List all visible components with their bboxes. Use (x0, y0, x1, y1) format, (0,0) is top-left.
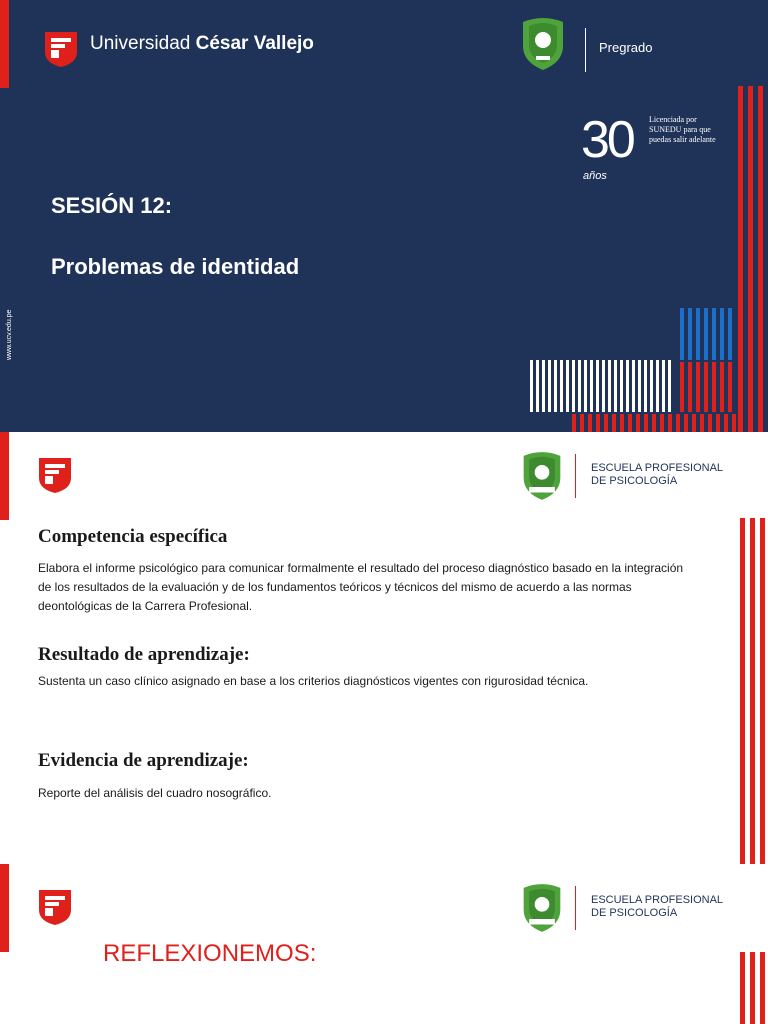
session-number: SESIÓN 12: (51, 193, 173, 218)
anniversary-word: años (583, 170, 607, 182)
anniversary-number: 30 (581, 111, 633, 169)
resultado-title: Resultado de aprendizaje: (38, 644, 250, 665)
session-topic: Problemas de identidad (51, 254, 300, 279)
university-name: Universidad César Vallejo (90, 33, 314, 54)
website-url: www.ucv.edu.pe (6, 309, 13, 360)
decorative-stripes (0, 0, 768, 432)
title-slide (0, 0, 768, 432)
competencies-slide (0, 432, 768, 864)
school-name: ESCUELA PROFESIONAL DE PSICOLOGÍA (591, 462, 724, 487)
competencia-title: Competencia específica (38, 526, 228, 547)
reflection-slide (0, 864, 768, 1024)
program-level: Pregrado (599, 40, 653, 55)
competencia-text: Elabora el informe psicológico para comunicar formalmente el resultado del proceso diagnóstico basado en la integración de los resultados de la evaluación y de los fundamentos teóricos y técnicos del mismo de acuerdo a las normas deontológicas de la Carrera Profesional. (38, 561, 684, 613)
school-name: ESCUELA PROFESIONAL DE PSICOLOGÍA (591, 894, 724, 919)
licensed-tagline: Licenciada por SUNEDU para que puedas salir adelante (649, 115, 716, 144)
reflection-heading: REFLEXIONEMOS: (103, 940, 317, 967)
resultado-text: Sustenta un caso clínico asignado en base a los criterios diagnósticos vigentes con rigurosidad técnica. (38, 674, 589, 688)
evidencia-text: Reporte del análisis del cuadro nosográfico. (38, 786, 272, 800)
evidencia-title: Evidencia de aprendizaje: (38, 750, 249, 771)
